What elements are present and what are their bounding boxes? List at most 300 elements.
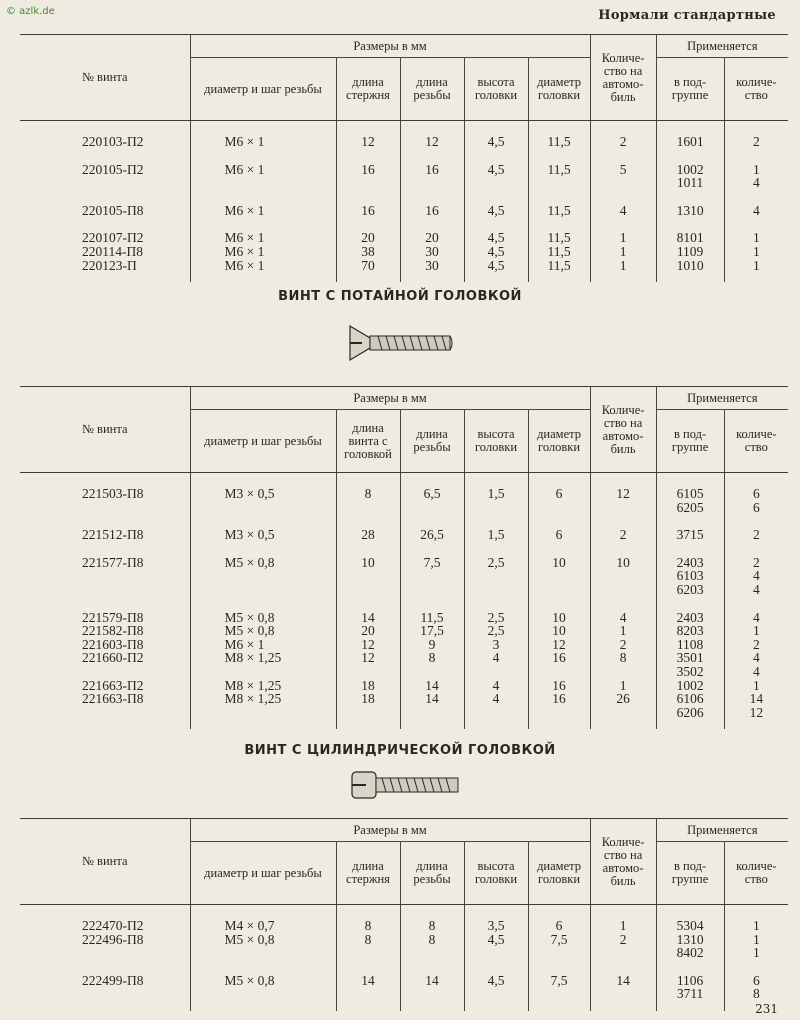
head-height: 2,5 <box>487 609 505 625</box>
thread-size: М5 × 0,8 <box>224 972 275 988</box>
header-number: № винта <box>20 35 190 121</box>
subgroup: 1108 <box>676 636 704 652</box>
qty-per-car <box>595 665 652 679</box>
thread-size: М8 × 1,25 <box>224 677 282 693</box>
subgroup: 2403 <box>676 554 704 570</box>
table-row <box>20 135 788 149</box>
length: 8 <box>364 918 372 933</box>
subgroup: 6205 <box>676 499 704 515</box>
subgroup: 6106 <box>676 691 704 707</box>
length: 14 <box>361 609 375 625</box>
length-cell <box>336 556 400 597</box>
cylindrical-screw-illustration <box>350 768 462 802</box>
length: 28 <box>361 527 375 543</box>
thread-length-cell <box>400 974 464 1001</box>
head-height-cell <box>464 163 528 190</box>
subgroup-qty: 6 <box>752 486 760 501</box>
head-height-cell <box>464 611 528 720</box>
header-thread-length: длина резьбы <box>400 842 464 905</box>
thread-size: М6 × 1 <box>224 134 265 149</box>
subgroup-qty: 6 <box>752 972 760 988</box>
subgroup-qty-cell <box>724 135 788 149</box>
length: 12 <box>361 636 375 652</box>
thread-length: 14 <box>425 677 439 693</box>
subgroup-cell <box>656 135 724 149</box>
subgroup: 6105 <box>676 486 704 501</box>
subgroup: 8203 <box>676 623 704 639</box>
thread-size-cell <box>190 528 336 542</box>
header-head-height: высота головки <box>464 58 528 121</box>
screw-number-cell <box>20 231 190 272</box>
length: 12 <box>361 134 375 149</box>
thread-length-cell <box>400 204 464 218</box>
screw-number: 220105-П2 <box>82 161 144 177</box>
screw-number-cell <box>20 487 190 514</box>
length: 12 <box>361 650 375 666</box>
header-thread: диаметр и шаг резьбы <box>190 842 336 905</box>
header-applied: Применяется <box>656 819 788 842</box>
screw-number-cell <box>20 528 190 542</box>
qty-per-car: 5 <box>619 161 627 177</box>
subgroup: 1002 <box>676 677 704 693</box>
thread-length: 11,5 <box>420 609 444 625</box>
subgroup-qty: 4 <box>752 609 760 625</box>
thread-length <box>405 665 460 679</box>
head-diameter: 10 <box>552 554 566 570</box>
qty-per-car-cell <box>590 528 656 542</box>
subgroup: 8101 <box>676 230 704 246</box>
head-diameter-cell <box>528 974 590 1001</box>
thread-size-cell <box>190 135 336 149</box>
qty-per-car-cell <box>590 163 656 190</box>
qty-per-car-cell <box>590 556 656 597</box>
head-height-cell <box>464 487 528 514</box>
subgroup-qty: 1 <box>752 918 760 933</box>
subgroup-cell <box>656 919 724 960</box>
screw-number: 220114-П8 <box>82 243 143 259</box>
head-diameter: 10 <box>552 609 566 625</box>
table-row <box>20 974 788 1001</box>
header-number: № винта <box>20 819 190 905</box>
thread-length-cell <box>400 231 464 272</box>
screw-number: 222499-П8 <box>82 972 144 988</box>
head-diameter: 6 <box>555 527 563 543</box>
header-qty-per-car: Количе-ство на автомо-биль <box>590 387 656 473</box>
header-head-height: высота головки <box>464 410 528 473</box>
thread-length: 12 <box>425 134 439 149</box>
head-diameter: 11,5 <box>547 243 571 259</box>
head-height: 4 <box>492 691 500 707</box>
head-height: 4,5 <box>487 243 505 259</box>
table-row <box>20 611 788 720</box>
thread-size-cell <box>190 231 336 272</box>
countersunk-screw-illustration <box>348 322 454 364</box>
thread-length-cell <box>400 556 464 597</box>
qty-per-car: 12 <box>616 486 630 501</box>
thread-length: 9 <box>428 636 436 652</box>
thread-length-cell <box>400 135 464 149</box>
head-height: 4 <box>492 650 500 666</box>
screw-number-cell <box>20 163 190 190</box>
subgroup-cell <box>656 611 724 720</box>
subgroup-cell <box>656 204 724 218</box>
header-thread: диаметр и шаг резьбы <box>190 410 336 473</box>
thread-size: М6 × 1 <box>224 243 265 259</box>
subgroup-qty: 2 <box>752 527 760 543</box>
thread-length-cell <box>400 919 464 960</box>
subgroup: 2403 <box>676 609 704 625</box>
subgroup-qty: 4 <box>752 175 760 191</box>
qty-per-car-cell <box>590 974 656 1001</box>
length: 14 <box>361 972 375 988</box>
subgroup-qty: 4 <box>752 581 760 597</box>
header-in-subgroup: в под-группе <box>656 842 724 905</box>
qty-per-car-cell <box>590 231 656 272</box>
qty-per-car: 2 <box>619 134 627 149</box>
thread-size: М8 × 1,25 <box>224 650 282 666</box>
subgroup-qty: 14 <box>749 691 764 707</box>
thread-size: М6 × 1 <box>224 257 265 273</box>
qty-per-car-cell <box>590 919 656 960</box>
thread-size: М5 × 0,8 <box>224 609 275 625</box>
length-cell <box>336 528 400 542</box>
head-diameter <box>533 665 586 679</box>
header-applied: Применяется <box>656 35 788 58</box>
header-sizes: Размеры в мм <box>190 35 590 58</box>
section-title-cylindrical: ВИНТ С ЦИЛИНДРИЧЕСКОЙ ГОЛОВКОЙ <box>244 743 556 758</box>
subgroup-qty: 12 <box>749 704 764 720</box>
header-length-with-head: длина винта с головкой <box>336 410 400 473</box>
spec-table-2 <box>20 386 788 729</box>
qty-per-car: 1 <box>619 243 627 259</box>
head-height: 4,5 <box>487 972 505 988</box>
thread-length: 8 <box>428 650 436 666</box>
length: 16 <box>361 202 375 218</box>
screw-number-cell <box>20 919 190 960</box>
thread-size-cell <box>190 556 336 597</box>
head-diameter: 7,5 <box>550 931 568 947</box>
head-height: 1,5 <box>487 527 505 543</box>
head-height: 4,5 <box>487 931 505 947</box>
head-diameter: 16 <box>552 650 566 666</box>
subgroup: 6103 <box>676 568 704 584</box>
header-thread: диаметр и шаг резьбы <box>190 58 336 121</box>
header-thread-length: длина резьбы <box>400 410 464 473</box>
subgroup: 5304 <box>676 918 704 933</box>
head-diameter: 6 <box>555 486 563 501</box>
subgroup-qty: 2 <box>752 134 760 149</box>
head-height-cell <box>464 556 528 597</box>
thread-size-cell <box>190 611 336 720</box>
thread-size: М8 × 1,25 <box>224 691 282 707</box>
thread-length: 6,5 <box>423 486 441 501</box>
length: 70 <box>361 257 375 273</box>
subgroup: 3502 <box>676 663 704 679</box>
subgroup-qty: 2 <box>752 554 760 570</box>
screw-number-cell <box>20 974 190 1001</box>
qty-per-car: 2 <box>619 636 627 652</box>
header-head-height: высота головки <box>464 842 528 905</box>
subgroup-qty-cell <box>724 528 788 542</box>
thread-size: М4 × 0,7 <box>224 918 275 933</box>
subgroup-qty-cell <box>724 231 788 272</box>
header-number: № винта <box>20 387 190 473</box>
subgroup-qty-cell <box>724 919 788 960</box>
thread-size: М3 × 0,5 <box>224 527 275 543</box>
head-diameter: 11,5 <box>547 134 571 149</box>
qty-per-car-cell <box>590 204 656 218</box>
length <box>341 665 396 679</box>
subgroup: 1310 <box>676 202 704 218</box>
subgroup-qty: 2 <box>752 636 760 652</box>
subgroup: 3715 <box>676 527 704 543</box>
head-height: 2,5 <box>487 623 505 639</box>
head-height: 4,5 <box>487 134 505 149</box>
head-diameter: 16 <box>552 691 566 707</box>
table-row <box>20 919 788 960</box>
subgroup: 6203 <box>676 581 704 597</box>
screw-number-cell <box>20 556 190 597</box>
qty-per-car: 1 <box>619 230 627 246</box>
length: 18 <box>361 691 375 707</box>
subgroup: 1002 <box>676 161 704 177</box>
screw-number <box>82 665 186 679</box>
screw-number: 221582-П8 <box>82 623 144 639</box>
subgroup-qty: 1 <box>752 161 760 177</box>
thread-length-cell <box>400 611 464 720</box>
subgroup: 6206 <box>676 704 704 720</box>
head-diameter: 11,5 <box>547 257 571 273</box>
subgroup-qty: 8 <box>752 986 760 1002</box>
thread-length: 8 <box>428 931 436 947</box>
length: 8 <box>364 486 372 501</box>
subgroup: 1310 <box>676 931 704 947</box>
length-cell <box>336 204 400 218</box>
subgroup-qty: 1 <box>752 230 760 246</box>
thread-length: 17,5 <box>420 623 444 639</box>
head-diameter: 11,5 <box>547 230 571 246</box>
head-height-cell <box>464 231 528 272</box>
table-row <box>20 204 788 218</box>
qty-per-car: 26 <box>616 691 630 707</box>
length: 8 <box>364 931 372 947</box>
subgroup-cell <box>656 163 724 190</box>
thread-size: М6 × 1 <box>224 636 265 652</box>
screw-number: 221603-П8 <box>82 636 144 652</box>
head-height: 4,5 <box>487 161 505 177</box>
thread-length: 14 <box>425 691 439 707</box>
subgroup: 8402 <box>676 945 704 961</box>
thread-size <box>225 665 332 679</box>
head-height: 2,5 <box>487 554 505 570</box>
head-diameter-cell <box>528 556 590 597</box>
qty-per-car: 1 <box>619 257 627 273</box>
length: 20 <box>361 230 375 246</box>
qty-per-car-cell <box>590 487 656 514</box>
qty-per-car: 4 <box>619 609 627 625</box>
subgroup-qty-cell <box>724 556 788 597</box>
thread-length: 16 <box>425 202 439 218</box>
thread-size-cell <box>190 163 336 190</box>
subgroup-qty: 1 <box>752 931 760 947</box>
subgroup-cell <box>656 487 724 514</box>
head-diameter-cell <box>528 528 590 542</box>
subgroup: 1109 <box>676 243 704 259</box>
subgroup-qty: 4 <box>752 202 760 218</box>
header-head-diameter: диаметр головки <box>528 58 590 121</box>
length: 20 <box>361 623 375 639</box>
thread-length: 14 <box>425 972 439 988</box>
subgroup-qty: 4 <box>752 663 760 679</box>
table-row <box>20 556 788 597</box>
header-qty-per-car: Количе-ство на автомо-биль <box>590 35 656 121</box>
spec-table-3 <box>20 818 788 1011</box>
qty-per-car: 2 <box>619 931 627 947</box>
thread-size: М5 × 0,8 <box>224 931 275 947</box>
thread-length-cell <box>400 487 464 514</box>
thread-length: 8 <box>428 918 436 933</box>
header-shank-length: длина стержня <box>336 58 400 121</box>
head-height: 4,5 <box>487 257 505 273</box>
subgroup-cell <box>656 231 724 272</box>
thread-length: 7,5 <box>423 554 441 570</box>
subgroup-qty: 1 <box>752 623 760 639</box>
screw-number: 222496-П8 <box>82 931 144 947</box>
header-head-diameter: диаметр головки <box>528 842 590 905</box>
watermark-text: © azlk.de <box>6 6 55 17</box>
subgroup-qty: 6 <box>752 499 760 515</box>
screw-number: 220105-П8 <box>82 202 144 218</box>
head-height <box>469 665 524 679</box>
thread-size-cell <box>190 487 336 514</box>
length-cell <box>336 231 400 272</box>
subgroup-qty-cell <box>724 204 788 218</box>
subgroup-qty: 1 <box>752 677 760 693</box>
subgroup: 1106 <box>676 972 704 988</box>
header-thread-length: длина резьбы <box>400 58 464 121</box>
head-height-cell <box>464 919 528 960</box>
length-cell <box>336 919 400 960</box>
thread-size: М6 × 1 <box>224 230 265 246</box>
thread-length: 30 <box>425 243 439 259</box>
length-cell <box>336 487 400 514</box>
header-head-diameter: диаметр головки <box>528 410 590 473</box>
subgroup: 1010 <box>676 257 704 273</box>
subgroup-qty: 4 <box>752 650 760 666</box>
screw-number: 222470-П2 <box>82 918 144 933</box>
subgroup-qty: 1 <box>752 257 760 273</box>
length: 18 <box>361 677 375 693</box>
thread-size-cell <box>190 204 336 218</box>
subgroup-qty-cell <box>724 487 788 514</box>
qty-per-car-cell <box>590 611 656 720</box>
head-diameter: 12 <box>552 636 566 652</box>
page-number: 231 <box>755 1002 778 1016</box>
thread-length: 16 <box>425 161 439 177</box>
header-sizes: Размеры в мм <box>190 387 590 410</box>
head-diameter-cell <box>528 204 590 218</box>
subgroup-qty: 1 <box>752 945 760 961</box>
subgroup: 3711 <box>676 986 704 1002</box>
thread-size: М6 × 1 <box>224 202 265 218</box>
qty-per-car: 4 <box>619 202 627 218</box>
header-in-subgroup: в под-группе <box>656 58 724 121</box>
length-cell <box>336 163 400 190</box>
running-head: Нормали стандартные <box>598 8 776 23</box>
subgroup-qty-cell <box>724 974 788 1001</box>
length-cell <box>336 974 400 1001</box>
subgroup-qty: 4 <box>752 568 760 584</box>
head-height: 4,5 <box>487 202 505 218</box>
header-quantity: количе-ство <box>724 842 788 905</box>
screw-number-cell <box>20 135 190 149</box>
head-height: 1,5 <box>487 486 505 501</box>
screw-number-cell <box>20 611 190 720</box>
qty-per-car: 1 <box>619 677 627 693</box>
subgroup-qty-cell <box>724 163 788 190</box>
table-row <box>20 231 788 272</box>
head-height-cell <box>464 204 528 218</box>
subgroup-qty-cell <box>724 611 788 720</box>
length: 10 <box>361 554 375 570</box>
thread-size: М3 × 0,5 <box>224 486 275 501</box>
header-shank-length: длина стержня <box>336 842 400 905</box>
screw-number: 220107-П2 <box>82 230 144 246</box>
screw-number: 221579-П8 <box>82 609 144 625</box>
screw-number: 221512-П8 <box>82 527 144 543</box>
thread-size: М5 × 0,8 <box>224 554 275 570</box>
head-diameter: 16 <box>552 677 566 693</box>
subgroup-cell <box>656 556 724 597</box>
head-diameter-cell <box>528 487 590 514</box>
subgroup-cell <box>656 528 724 542</box>
head-diameter-cell <box>528 231 590 272</box>
table-row <box>20 163 788 190</box>
qty-per-car-cell <box>590 135 656 149</box>
header-applied: Применяется <box>656 387 788 410</box>
screw-number: 221577-П8 <box>82 554 144 570</box>
qty-per-car: 10 <box>616 554 630 570</box>
thread-length-cell <box>400 163 464 190</box>
head-height: 3,5 <box>487 918 505 933</box>
subgroup: 1011 <box>676 175 704 191</box>
head-diameter-cell <box>528 919 590 960</box>
thread-length-cell <box>400 528 464 542</box>
thread-size: М6 × 1 <box>224 161 265 177</box>
screw-number: 220103-П2 <box>82 134 144 149</box>
thread-size-cell <box>190 919 336 960</box>
qty-per-car: 1 <box>619 623 627 639</box>
thread-size: М5 × 0,8 <box>224 623 275 639</box>
head-diameter: 10 <box>552 623 566 639</box>
header-in-subgroup: в под-группе <box>656 410 724 473</box>
length: 16 <box>361 161 375 177</box>
head-diameter: 11,5 <box>547 161 571 177</box>
subgroup: 1601 <box>676 134 704 149</box>
qty-per-car: 14 <box>616 972 630 988</box>
screw-number: 220123-П <box>82 257 137 273</box>
screw-number: 221503-П8 <box>82 486 144 501</box>
length-cell <box>336 611 400 720</box>
head-height: 3 <box>492 636 500 652</box>
head-height-cell <box>464 974 528 1001</box>
head-height-cell <box>464 135 528 149</box>
thread-length: 26,5 <box>420 527 444 543</box>
head-diameter-cell <box>528 135 590 149</box>
subgroup-cell <box>656 974 724 1001</box>
screw-number-cell <box>20 204 190 218</box>
subgroup-qty: 1 <box>752 243 760 259</box>
